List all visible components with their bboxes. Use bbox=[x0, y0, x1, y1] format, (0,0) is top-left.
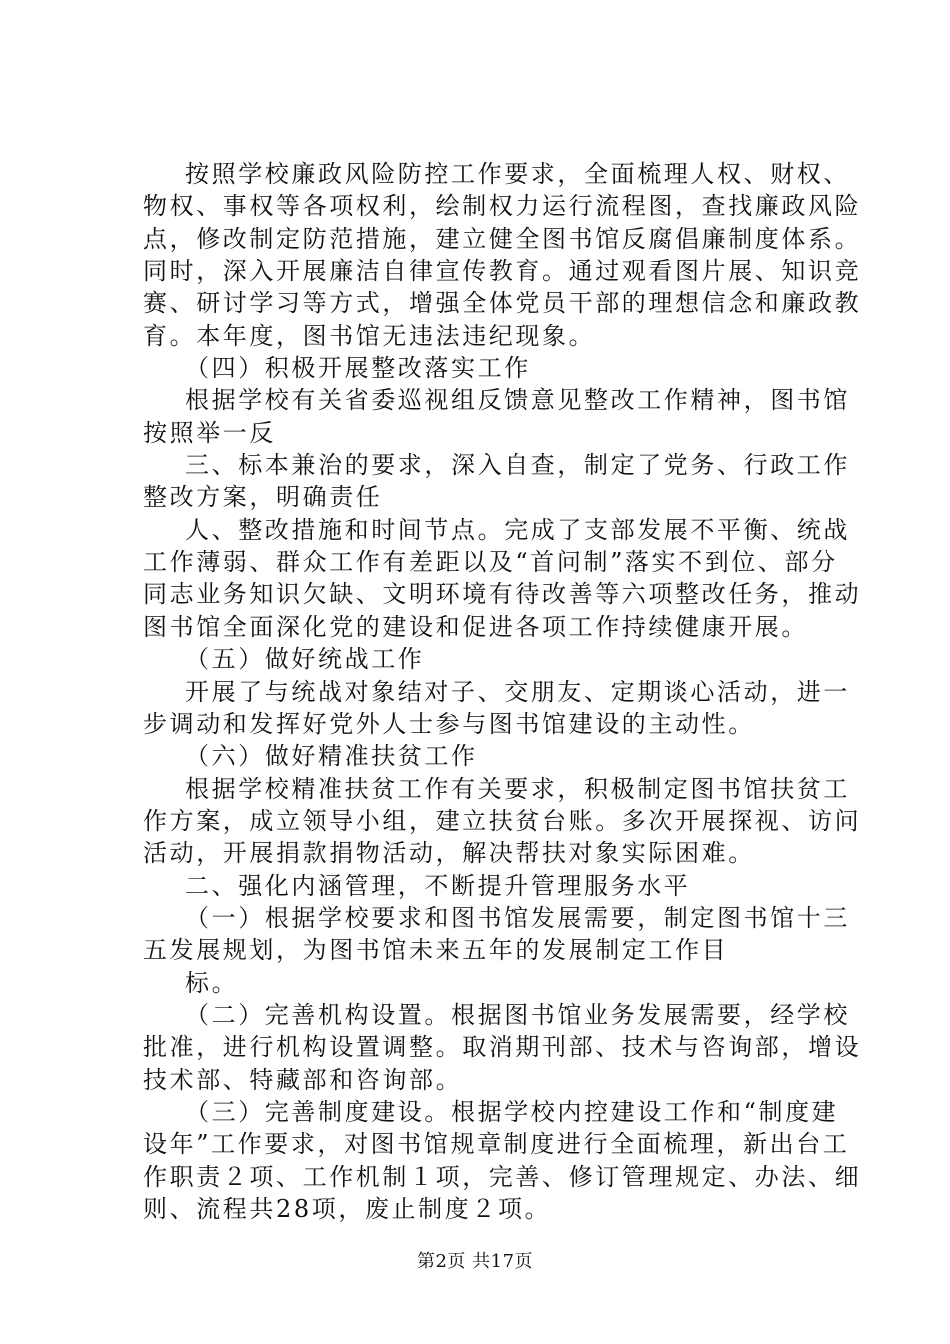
text-line: 则、流程共28项，废止制度２项。 bbox=[143, 1195, 552, 1223]
text-line: 五发展规划，为图书馆未来五年的发展制定工作目 bbox=[143, 936, 729, 965]
body-text bbox=[143, 158, 862, 1225]
text-line: 整改方案，明确责任 bbox=[143, 483, 383, 512]
text-line: 作职责２项、工作机制１项，完善、修订管理规定、办法、细 bbox=[143, 1162, 862, 1191]
text-line: 点，修改制定防范措施，建立健全图书馆反腐倡廉制度体系。 bbox=[143, 224, 862, 253]
text-line: 同时，深入开展廉洁自律宣传教育。通过观看图片展、知识竞 bbox=[143, 257, 862, 286]
text-line: 根据学校精准扶贫工作有关要求，积极制定图书馆扶贫工 bbox=[185, 774, 850, 803]
page-footer: 第2页 共17页 bbox=[416, 1251, 534, 1272]
text-line: 根据学校有关省委巡视组反馈意见整改工作精神，图书馆 bbox=[185, 386, 850, 415]
text-line: 设年”工作要求，对图书馆规章制度进行全面梳理，新出台工 bbox=[143, 1130, 850, 1159]
text-line: 标。 bbox=[185, 968, 239, 997]
text-line: 赛、研讨学习等方式，增强全体党员干部的理想信念和廉政教 bbox=[143, 289, 862, 318]
text-line: 技术部、特藏部和咨询部。 bbox=[143, 1065, 463, 1094]
text-line: 活动，开展捐款捐物活动，解决帮扶对象实际困难。 bbox=[143, 839, 755, 868]
text-line: 按照学校廉政风险防控工作要求，全面梳理人权、财权、 bbox=[185, 160, 850, 188]
text-line: （三）完善制度建设。根据学校内控建设工作和“制度建 bbox=[185, 1097, 839, 1126]
text-line: 同志业务知识欠缺、文明环境有待改善等六项整改任务，推动 bbox=[143, 580, 862, 609]
text-line: 步调动和发挥好党外人士参与图书馆建设的主动性。 bbox=[143, 709, 755, 738]
text-line: 人、整改措施和时间节点。完成了支部发展不平衡、统战 bbox=[185, 515, 850, 544]
text-line: （四）积极开展整改落实工作 bbox=[185, 354, 531, 383]
text-line: （一）根据学校要求和图书馆发展需要，制定图书馆十三 bbox=[185, 903, 850, 932]
text-line: （五）做好统战工作 bbox=[185, 645, 425, 674]
text-line: 批准，进行机构设置调整。取消期刊部、技术与咨询部，增设 bbox=[143, 1033, 862, 1062]
text-line: 育。本年度，图书馆无违法违纪现象。 bbox=[143, 321, 596, 350]
text-line: （六）做好精准扶贫工作 bbox=[185, 742, 478, 771]
text-line: 物权、事权等各项权利，绘制权力运行流程图，查找廉政风险 bbox=[143, 192, 862, 221]
text-line: 图书馆全面深化党的建设和促进各项工作持续健康开展。 bbox=[143, 612, 808, 641]
text-line: 工作薄弱、群众工作有差距以及“首问制”落实不到位、部分 bbox=[143, 548, 838, 577]
text-line: （二）完善机构设置。根据图书馆业务发展需要，经学校 bbox=[185, 1000, 850, 1029]
text-line: 开展了与统战对象结对子、交朋友、定期谈心活动，进一 bbox=[185, 677, 850, 706]
text-line: 作方案，成立领导小组，建立扶贫台账。多次开展探视、访问 bbox=[143, 806, 862, 835]
text-line: 二、强化内涵管理，不断提升管理服务水平 bbox=[185, 871, 691, 900]
text-line: 三、标本兼治的要求，深入自查，制定了党务、行政工作 bbox=[185, 451, 850, 480]
text-line: 按照举一反 bbox=[143, 418, 276, 447]
